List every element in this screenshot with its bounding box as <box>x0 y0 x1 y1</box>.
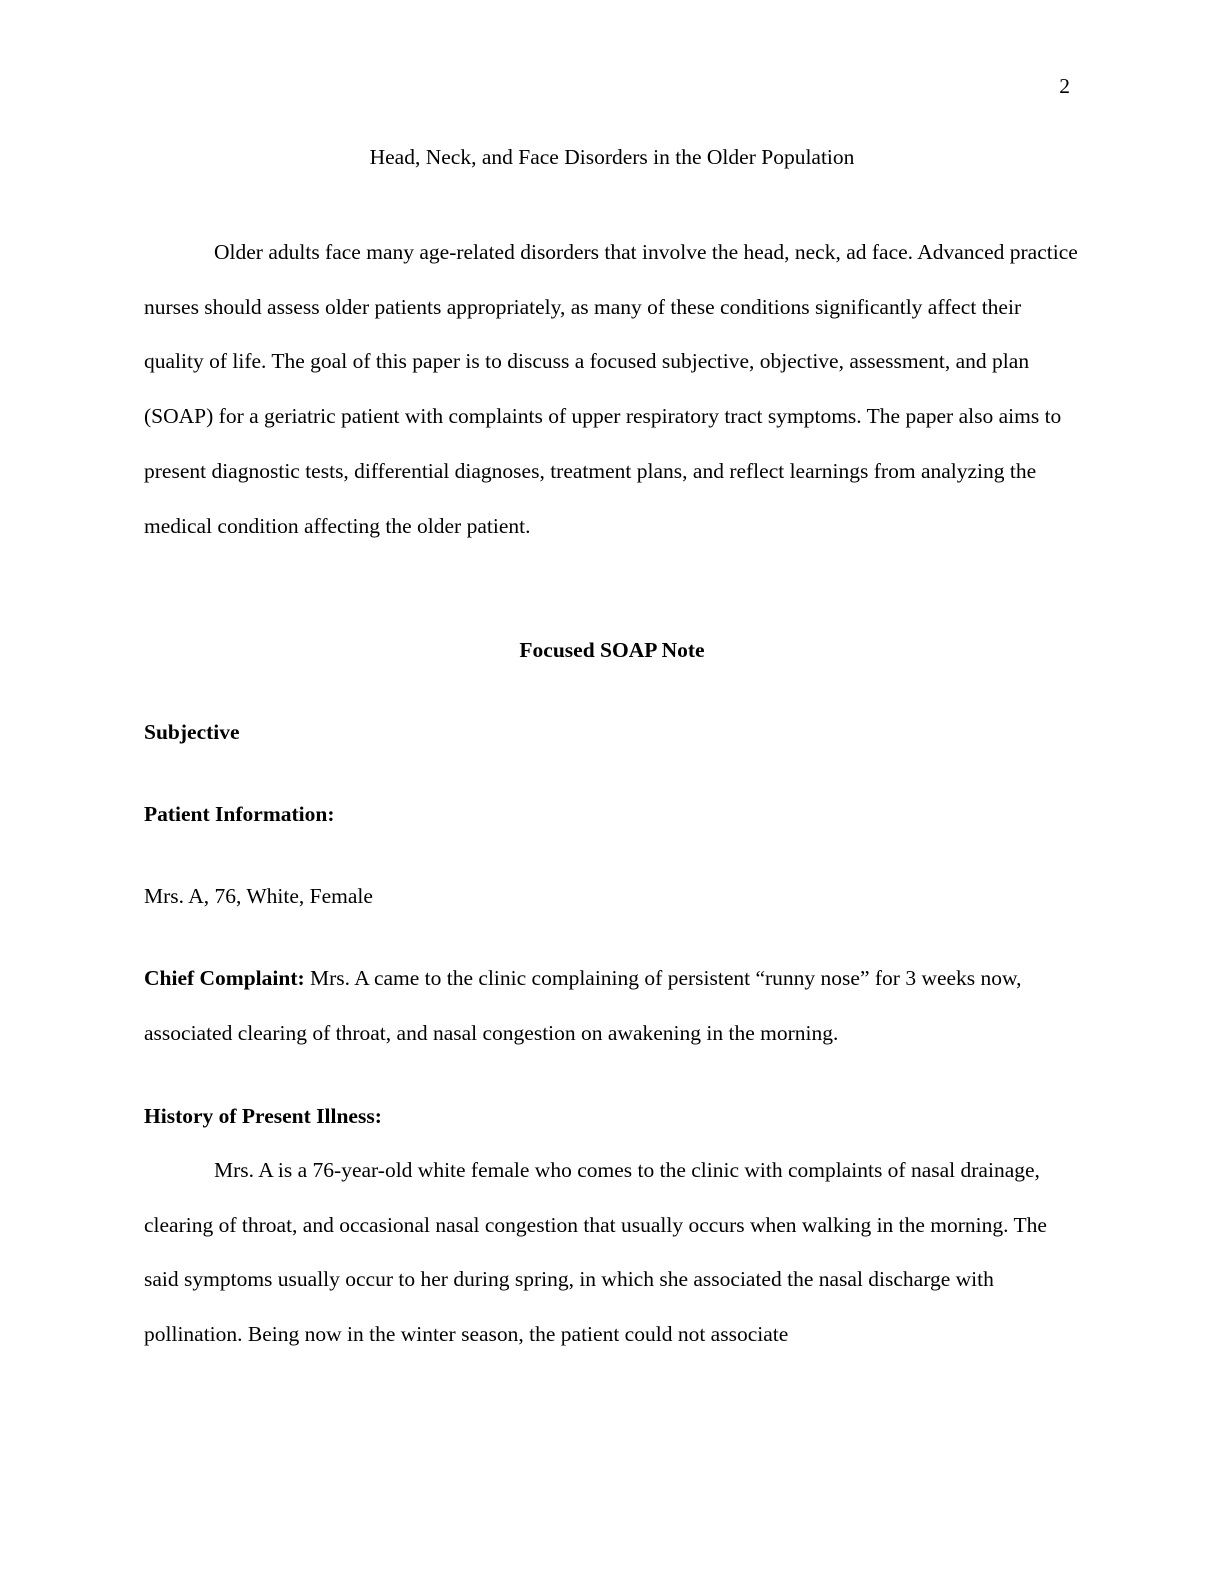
subjective-heading: Subjective <box>144 720 240 744</box>
section-heading: Focused SOAP Note <box>519 638 705 662</box>
chief-complaint-label: Chief Complaint: <box>144 966 305 990</box>
hpi-heading: History of Present Illness: <box>144 1104 382 1128</box>
chief-complaint-text: Mrs. A came to the clinic complaining of persistent “runny nose” for 3 weeks now, associated clearing of throat, and nasal congestion on awakening in the morning. <box>144 966 1022 1045</box>
patient-info-heading: Patient Information: <box>144 802 335 826</box>
document-title: Head, Neck, and Face Disorders in the Older Population <box>369 145 855 169</box>
hpi-paragraph: Mrs. A is a 76-year-old white female who comes to the clinic with complaints of nasal drainage, clearing of throat, and occasional nasal congestion that usually occurs when walking in the morning. The said symptoms usually occur to her during spring, in which she associated the nasal discharge with pollination. Being now in the winter season, the patient could not associate <box>144 1158 1047 1347</box>
chief-complaint-paragraph <box>144 951 1080 1060</box>
patient-info-line: Mrs. A, 76, White, Female <box>144 884 373 908</box>
page-number: 2 <box>1059 74 1070 98</box>
intro-paragraph: Older adults face many age-related disorders that involve the head, neck, ad face. Advanced practice nurses should assess older patients appropriately, as many of these conditions significantly affect their quality of life. The goal of this paper is to discuss a focused subjective, objective, assessment, and plan (SOAP) for a geriatric patient with complaints of upper respiratory tract symptoms. The paper also aims to present diagnostic tests, differential diagnoses, treatment plans, and reflect learnings from analyzing the medical condition affecting the older patient. <box>144 240 1078 538</box>
